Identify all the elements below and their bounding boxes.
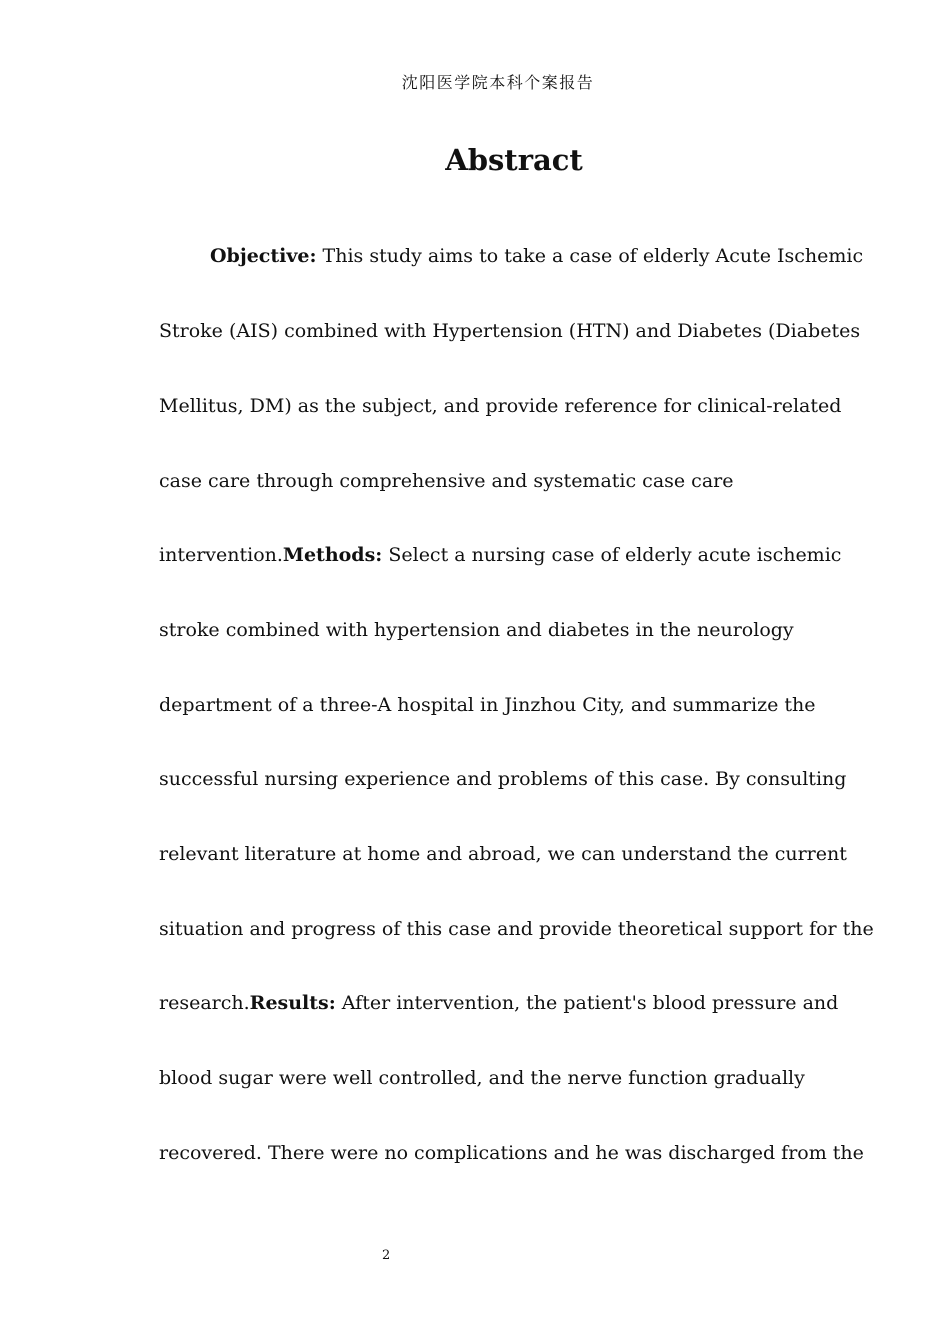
abstract-line: recovered. There were no complications and he was discharged from the bbox=[159, 1142, 864, 1164]
line-prefix: research. bbox=[159, 992, 250, 1014]
abstract-line: department of a three-A hospital in Jinzhou City, and summarize the bbox=[159, 694, 816, 716]
abstract-line: successful nursing experience and problems of this case. By consulting bbox=[159, 768, 847, 790]
results-label: Results: bbox=[249, 992, 336, 1014]
abstract-line: case care through comprehensive and systematic case care bbox=[159, 470, 734, 492]
line-text: Select a nursing case of elderly acute ischemic bbox=[382, 544, 842, 566]
abstract-line: Stroke (AIS) combined with Hypertension (HTN) and Diabetes (Diabetes bbox=[159, 320, 861, 342]
line-prefix: intervention. bbox=[159, 544, 283, 566]
abstract-line: situation and progress of this case and provide theoretical support for the bbox=[159, 918, 874, 940]
line-text: This study aims to take a case of elderly Acute Ischemic bbox=[316, 245, 864, 267]
abstract-line bbox=[159, 544, 849, 566]
abstract-line: Mellitus, DM) as the subject, and provide reference for clinical-related bbox=[159, 395, 842, 417]
abstract-line: relevant literature at home and abroad, we can understand the current bbox=[159, 843, 847, 865]
page-header: 沈阳医学院本科个案报告 bbox=[401, 73, 595, 92]
abstract-line bbox=[159, 992, 849, 1014]
abstract-line: stroke combined with hypertension and diabetes in the neurology bbox=[159, 619, 794, 641]
page-number: 2 bbox=[382, 1248, 391, 1263]
methods-label: Methods: bbox=[282, 544, 383, 566]
abstract-line bbox=[210, 245, 900, 267]
objective-label: Objective: bbox=[210, 245, 317, 267]
line-text: After intervention, the patient's blood pressure and bbox=[335, 992, 839, 1014]
abstract-line: blood sugar were well controlled, and the nerve function gradually bbox=[159, 1067, 805, 1089]
abstract-title: Abstract bbox=[445, 143, 583, 177]
